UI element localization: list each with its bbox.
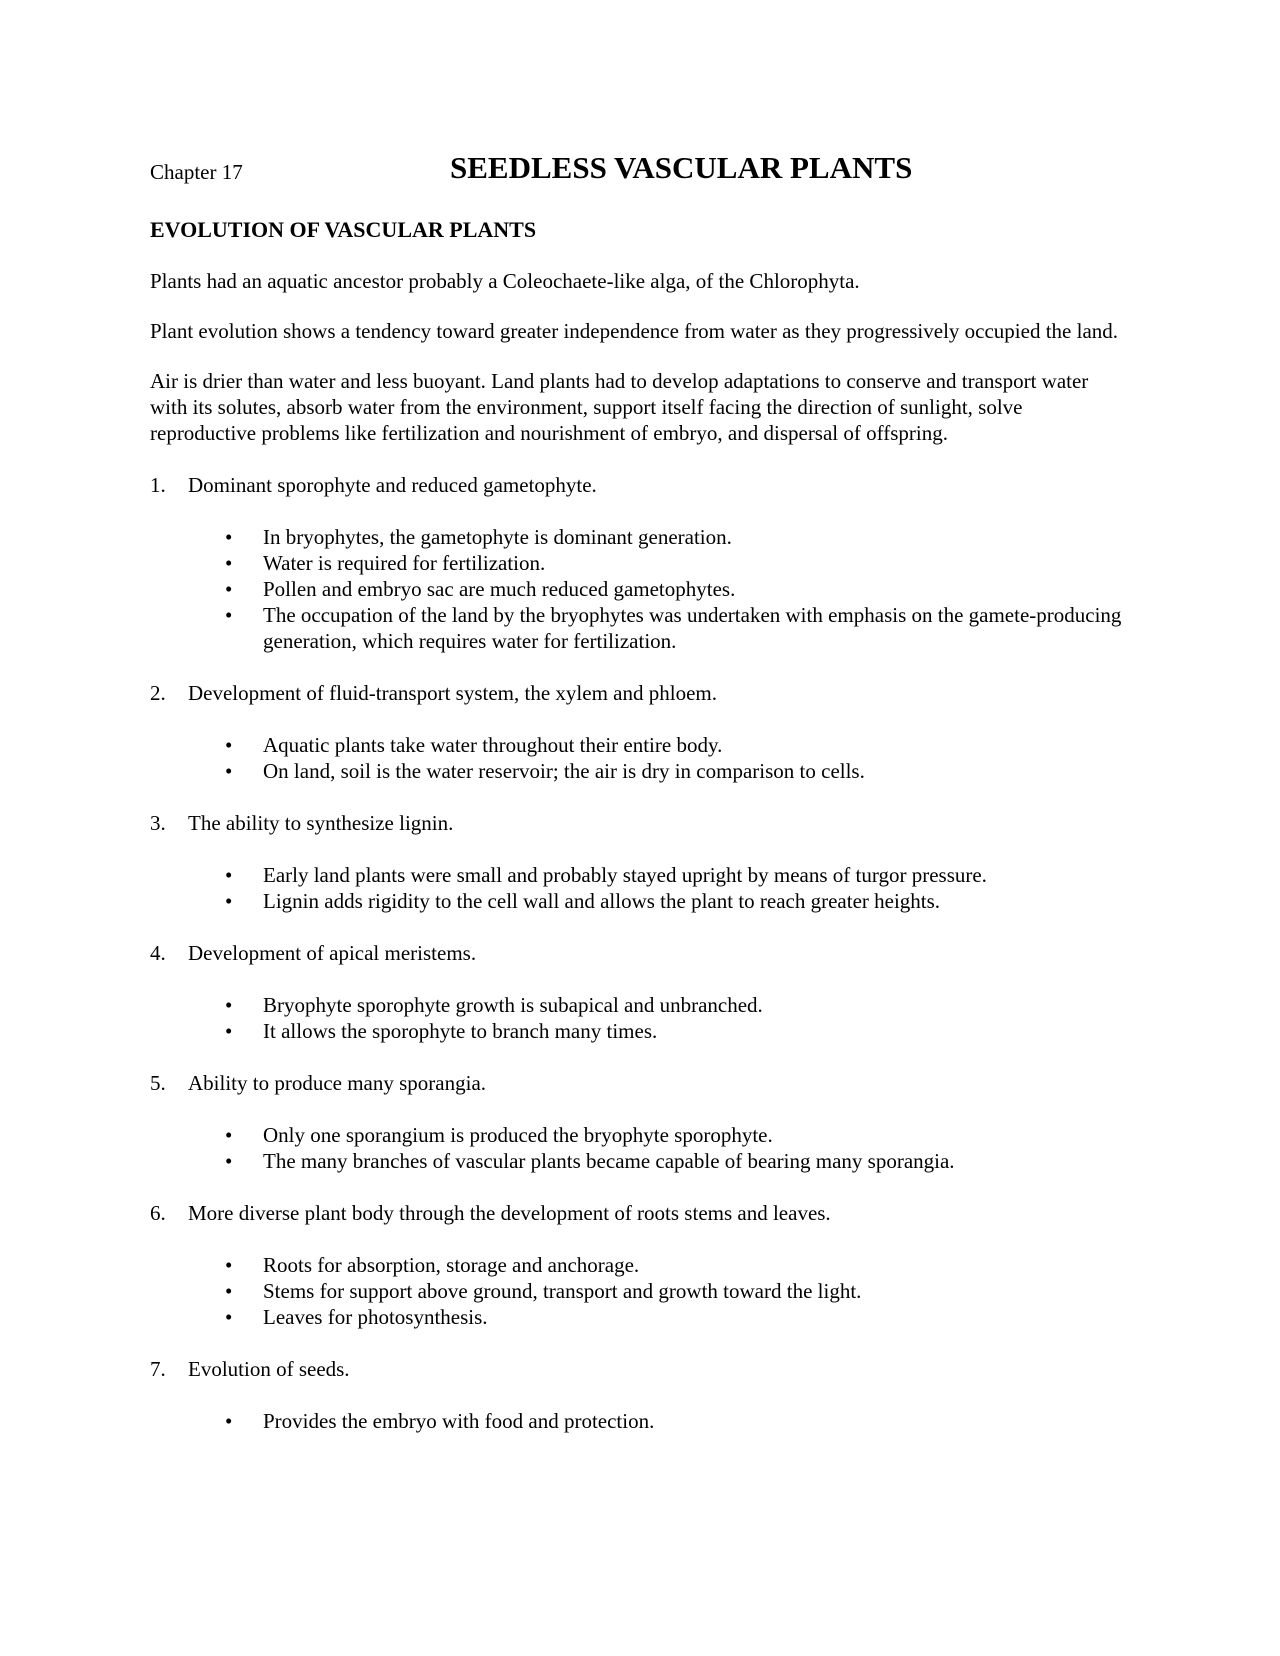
list-item-text: Dominant sporophyte and reduced gametophyte. (188, 473, 597, 497)
bullet-item (150, 732, 1130, 758)
paragraph: Plants had an aquatic ancestor probably a Coleochaete-like alga, of the Chlorophyta. (150, 269, 860, 293)
bullet-icon: • (225, 1305, 233, 1329)
bullet-list (150, 992, 1130, 1044)
bullet-item (150, 1148, 1130, 1174)
bullet-text: It allows the sporophyte to branch many times. (263, 1019, 658, 1043)
list-item (150, 472, 1130, 654)
bullet-icon: • (225, 525, 233, 549)
bullet-text: Provides the embryo with food and protection. (263, 1409, 655, 1433)
bullet-list (150, 862, 1130, 914)
bullet-item (150, 524, 1130, 550)
list-item-number: 4. (150, 941, 166, 965)
bullet-icon: • (225, 733, 233, 757)
list-item-number: 6. (150, 1201, 166, 1225)
page-header (150, 150, 1130, 194)
bullet-icon: • (225, 1409, 233, 1433)
bullet-text: Bryophyte sporophyte growth is subapical and unbranched. (263, 993, 763, 1017)
list-item-text: The ability to synthesize lignin. (188, 811, 454, 835)
document-page (150, 150, 1130, 1434)
bullet-text: The many branches of vascular plants became capable of bearing many sporangia. (263, 1149, 955, 1173)
list-item-number: 2. (150, 681, 166, 705)
bullet-item (150, 1018, 1130, 1044)
bullet-text: Water is required for fertilization. (263, 551, 546, 575)
bullet-icon: • (225, 603, 233, 627)
list-item-heading (150, 1356, 1130, 1382)
bullet-icon: • (225, 1149, 233, 1173)
bullet-item (150, 1252, 1130, 1278)
list-item (150, 810, 1130, 914)
list-item (150, 1070, 1130, 1174)
list-item-number: 1. (150, 473, 166, 497)
bullet-item (150, 888, 1130, 914)
bullet-icon: • (225, 863, 233, 887)
bullet-text: Roots for absorption, storage and anchorage. (263, 1253, 640, 1277)
list-item-text: More diverse plant body through the development of roots stems and leaves. (188, 1201, 831, 1225)
bullet-item (150, 576, 1130, 602)
bullet-list (150, 732, 1130, 784)
list-item-number: 5. (150, 1071, 166, 1095)
list-item-text: Ability to produce many sporangia. (188, 1071, 487, 1095)
list-item-number: 3. (150, 811, 166, 835)
bullet-item (150, 862, 1130, 888)
bullet-item (150, 602, 1130, 654)
chapter-label: Chapter 17 (150, 160, 243, 184)
bullet-item (150, 1278, 1130, 1304)
bullet-text: Aquatic plants take water throughout their entire body. (263, 733, 723, 757)
bullet-icon: • (225, 577, 233, 601)
bullet-item (150, 550, 1130, 576)
bullet-icon: • (225, 1123, 233, 1147)
bullet-icon: • (225, 1279, 233, 1303)
bullet-text: Pollen and embryo sac are much reduced gametophytes. (263, 577, 736, 601)
list-item-heading (150, 680, 1130, 706)
list-item-number: 7. (150, 1357, 166, 1381)
list-item-text: Evolution of seeds. (188, 1357, 350, 1381)
bullet-item (150, 992, 1130, 1018)
paragraph: Air is drier than water and less buoyant. Land plants had to develop adaptations to conserve and transport water with its solutes, absorb water from the environment, support itself facing the direction of sunlight, solve reproductive problems like fertilization and nourishment of embryo, and dispersal of offspring. (150, 369, 1089, 445)
bullet-list (150, 1122, 1130, 1174)
bullet-text: In bryophytes, the gametophyte is dominant generation. (263, 525, 732, 549)
bullet-text: Lignin adds rigidity to the cell wall and allows the plant to reach greater heights. (263, 889, 941, 913)
bullet-icon: • (225, 1019, 233, 1043)
list-item (150, 940, 1130, 1044)
list-item (150, 1200, 1130, 1330)
bullet-list (150, 524, 1130, 654)
list-item-text: Development of fluid-transport system, the xylem and phloem. (188, 681, 717, 705)
list-item-heading (150, 940, 1130, 966)
bullet-icon: • (225, 993, 233, 1017)
list-item-heading (150, 472, 1130, 498)
list-item (150, 680, 1130, 784)
bullet-text: The occupation of the land by the bryophytes was undertaken with emphasis on the gamete-producing generation, which requires water for fertilization. (263, 603, 1122, 653)
bullet-text: Only one sporangium is produced the bryophyte sporophyte. (263, 1123, 773, 1147)
bullet-text: Stems for support above ground, transport and growth toward the light. (263, 1279, 862, 1303)
bullet-text: Early land plants were small and probably stayed upright by means of turgor pressure. (263, 863, 987, 887)
bullet-item (150, 758, 1130, 784)
paragraph: Plant evolution shows a tendency toward greater independence from water as they progressively occupied the land. (150, 319, 1119, 343)
list-item-heading (150, 1070, 1130, 1096)
bullet-item (150, 1122, 1130, 1148)
bullet-icon: • (225, 889, 233, 913)
list-item (150, 1356, 1130, 1434)
list-item-text: Development of apical meristems. (188, 941, 477, 965)
list-item-heading (150, 810, 1130, 836)
bullet-icon: • (225, 1253, 233, 1277)
bullet-item (150, 1408, 1130, 1434)
bullet-text: On land, soil is the water reservoir; the air is dry in comparison to cells. (263, 759, 865, 783)
bullet-icon: • (225, 759, 233, 783)
list-item-heading (150, 1200, 1130, 1226)
numbered-list (150, 472, 1130, 1434)
bullet-list (150, 1408, 1130, 1434)
section-title: EVOLUTION OF VASCULAR PLANTS (150, 217, 537, 242)
bullet-item (150, 1304, 1130, 1330)
page-title: SEEDLESS VASCULAR PLANTS (450, 150, 913, 185)
bullet-icon: • (225, 551, 233, 575)
bullet-text: Leaves for photosynthesis. (263, 1305, 488, 1329)
bullet-list (150, 1252, 1130, 1330)
